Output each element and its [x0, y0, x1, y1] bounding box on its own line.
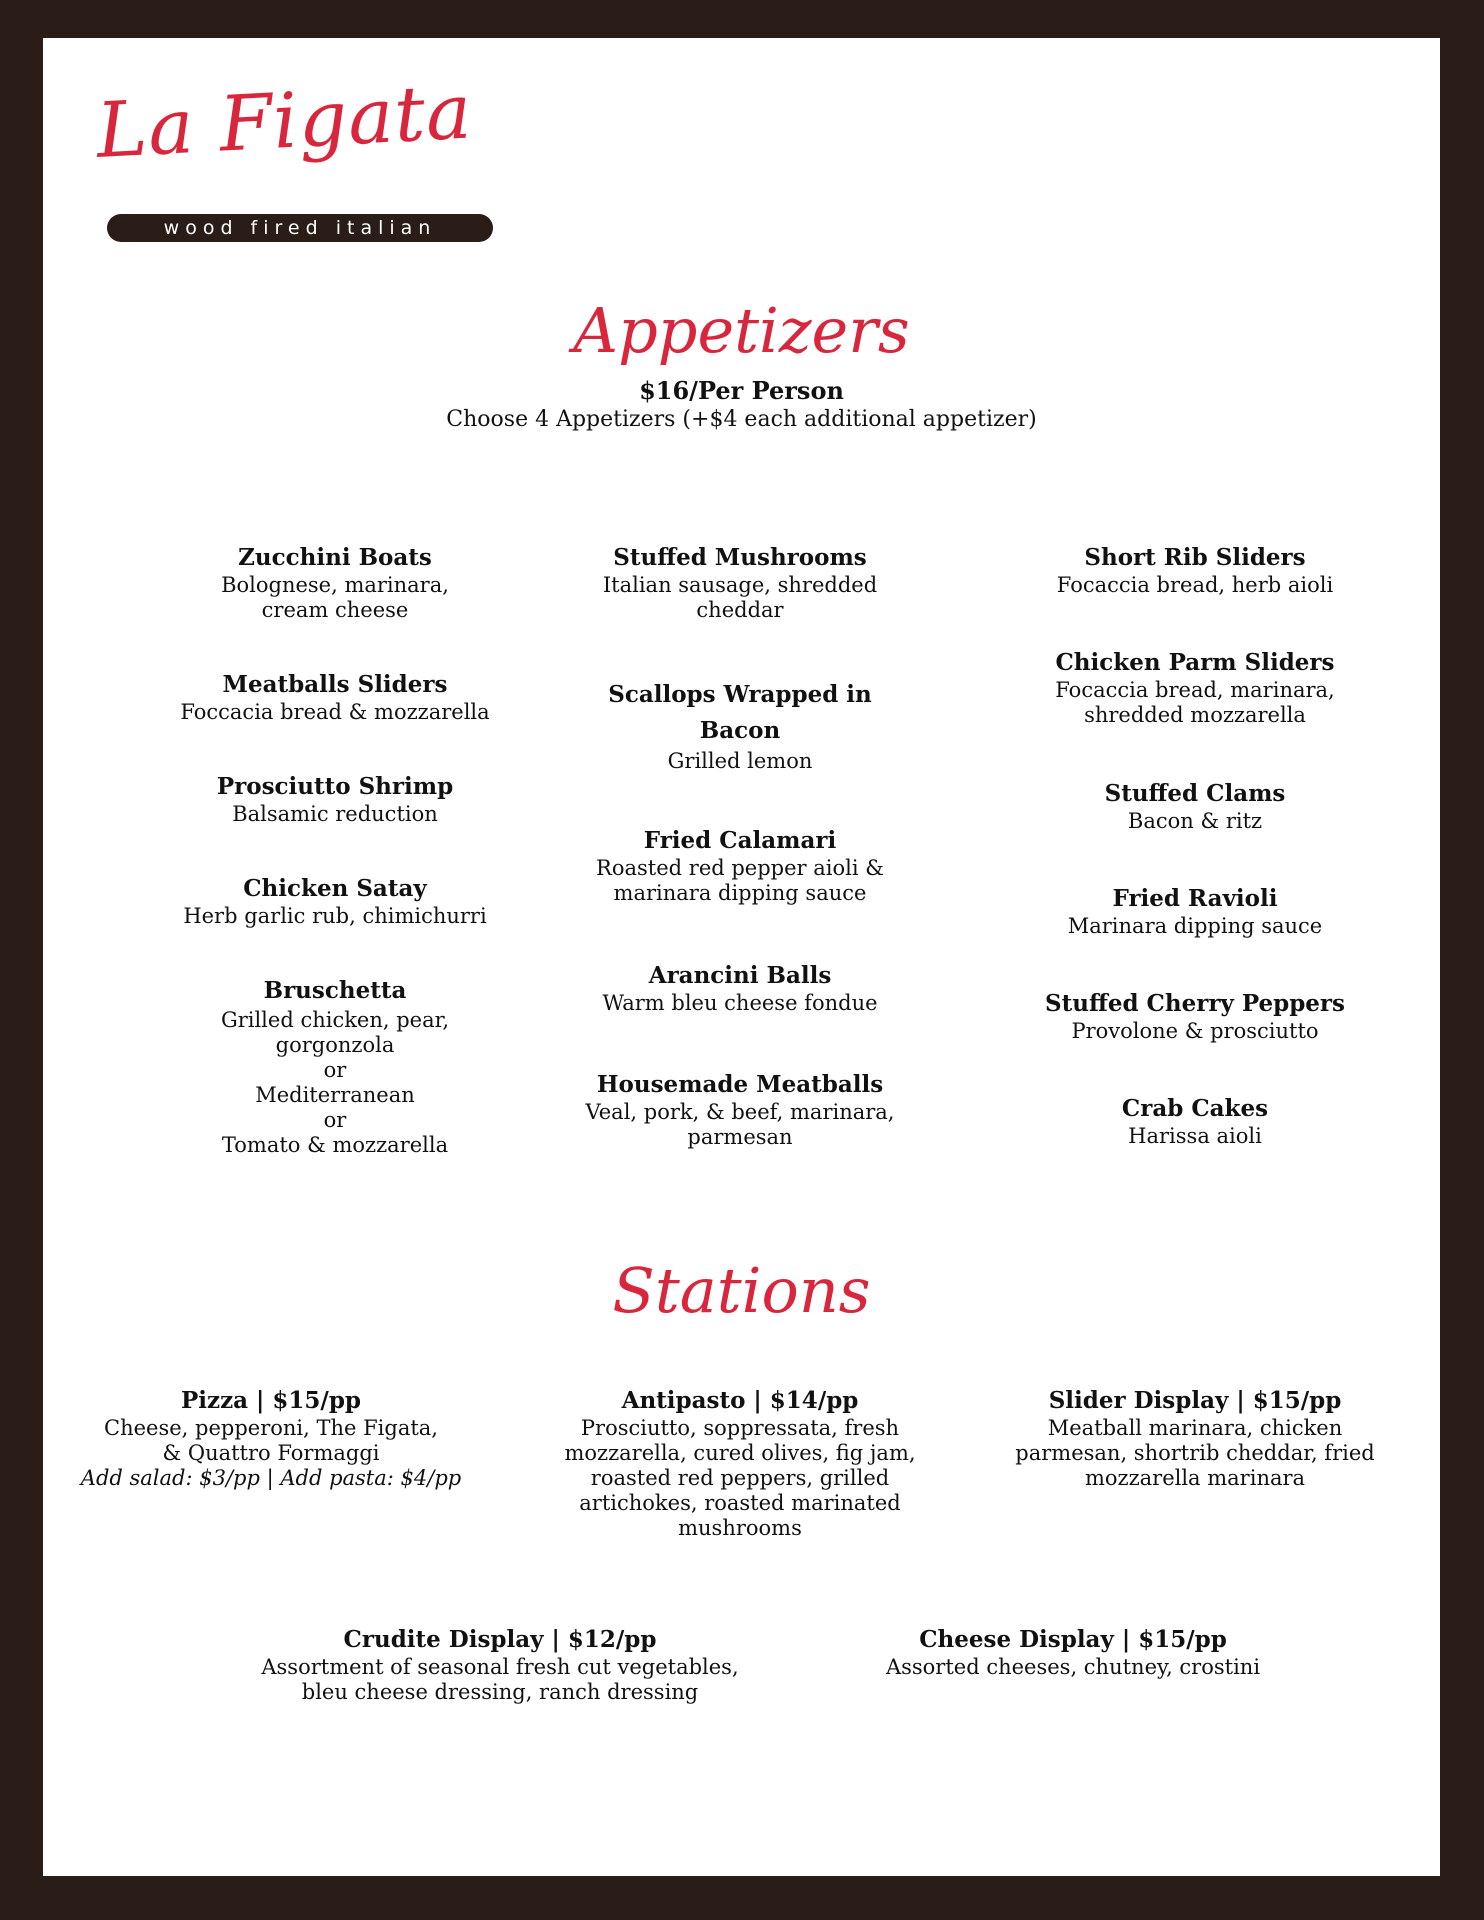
appetizer-name: Stuffed Cherry Peppers [1045, 990, 1345, 1017]
appetizer-name: Fried Ravioli [1112, 885, 1278, 912]
appetizer-name: Housemade Meatballs [596, 1071, 884, 1098]
appetizer-item: Prosciutto Shrimp Balsamic reduction [115, 772, 555, 827]
brand-tagline: wood fired italian [107, 214, 493, 242]
brand-logo [94, 66, 499, 246]
appetizer-name-line-2: Bacon [699, 717, 781, 744]
appetizer-item: Chicken Satay Herb garlic rub, chimichurri [115, 874, 555, 929]
station-addon: Add salad: $3/pp | Add pasta: $4/pp [80, 1466, 462, 1490]
stations-title: Stations [612, 1254, 871, 1327]
station-item-pizza: Pizza | $15/pp Cheese, pepperoni, The Figata, & Quattro Formaggi Add salad: $3/pp | Add pasta: $4/pp [51, 1386, 491, 1491]
appetizer-name: Stuffed Mushrooms [613, 544, 867, 571]
appetizer-item: Stuffed Cherry Peppers Provolone & prosciutto [975, 989, 1415, 1044]
appetizer-name: Bruschetta [263, 977, 407, 1004]
station-name: Crudite Display | $12/pp [343, 1626, 657, 1653]
station-item-antipasto: Antipasto | $14/pp Prosciutto, soppressata, fresh mozzarella, cured olives, fig jam, roasted red peppers, grilled artichokes, roasted marinated mushrooms [520, 1386, 960, 1541]
station-item-crudite-display: Crudite Display | $12/pp Assortment of seasonal fresh cut vegetables, bleu cheese dressing, ranch dressing [190, 1625, 810, 1705]
appetizers-price: $16/Per Person [639, 376, 844, 405]
station-name: Cheese Display | $15/pp [919, 1626, 1227, 1653]
appetizer-item: Housemade Meatballs Veal, pork, & beef, marinara, parmesan [540, 1070, 940, 1150]
appetizer-name: Chicken Satay [243, 875, 427, 902]
appetizers-title: Appetizers [573, 294, 910, 367]
appetizer-item: Fried Calamari Roasted red pepper aioli & marinara dipping sauce [540, 826, 940, 906]
station-item-cheese-display: Cheese Display | $15/pp Assorted cheeses, chutney, crostini [813, 1625, 1333, 1680]
brand-name: La Figata [94, 66, 475, 175]
appetizer-name: Arancini Balls [648, 962, 832, 989]
appetizer-item: Scallops Wrapped in Bacon Grilled lemon [540, 677, 940, 774]
appetizer-item: Meatballs Sliders Foccacia bread & mozzarella [115, 670, 555, 725]
appetizer-item: Zucchini Boats Bolognese, marinara, cream cheese [115, 543, 555, 623]
appetizer-name: Chicken Parm Sliders [1055, 649, 1335, 676]
station-item-slider-display: Slider Display | $15/pp Meatball marinara, chicken parmesan, shortrib cheddar, fried mozzarella marinara [975, 1386, 1415, 1491]
appetizers-note: Choose 4 Appetizers (+$4 each additional appetizer) [446, 407, 1037, 432]
appetizer-name: Zucchini Boats [238, 544, 432, 571]
appetizer-item: Stuffed Clams Bacon & ritz [975, 779, 1415, 834]
appetizer-item: Chicken Parm Sliders Focaccia bread, marinara, shredded mozzarella [975, 648, 1415, 728]
appetizer-name: Short Rib Sliders [1084, 544, 1306, 571]
appetizer-name: Scallops Wrapped in [608, 681, 872, 708]
appetizer-name: Meatballs Sliders [222, 671, 448, 698]
appetizer-item: Short Rib Sliders Focaccia bread, herb aioli [975, 543, 1415, 598]
appetizer-item: Crab Cakes Harissa aioli [975, 1094, 1415, 1149]
appetizer-name: Fried Calamari [643, 827, 837, 854]
station-name: Slider Display | $15/pp [1048, 1387, 1342, 1414]
appetizer-item: Arancini Balls Warm bleu cheese fondue [540, 961, 940, 1016]
station-name: Pizza | $15/pp [180, 1387, 361, 1414]
station-name: Antipasto | $14/pp [621, 1387, 859, 1414]
menu-page [43, 38, 1440, 1876]
appetizer-name: Stuffed Clams [1104, 780, 1286, 807]
appetizer-item: Fried Ravioli Marinara dipping sauce [975, 884, 1415, 939]
appetizer-item: Stuffed Mushrooms Italian sausage, shredded cheddar [540, 543, 940, 623]
appetizer-name: Prosciutto Shrimp [216, 773, 454, 800]
appetizer-item: Bruschetta Grilled chicken, pear, gorgonzola or Mediterranean or Tomato & mozzarella [115, 976, 555, 1158]
appetizer-name: Crab Cakes [1121, 1095, 1269, 1122]
